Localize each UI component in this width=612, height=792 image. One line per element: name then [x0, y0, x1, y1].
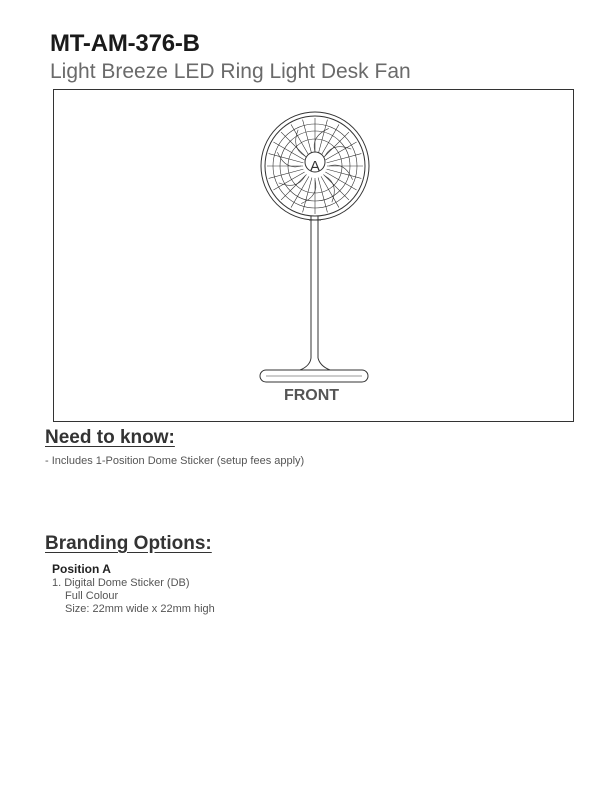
need-to-know-heading: Need to know: — [45, 427, 175, 448]
fan-front-view-drawing — [54, 90, 575, 423]
fan-blade-outline — [279, 176, 305, 185]
fan-blade-outline — [325, 176, 334, 202]
fan-blade-outline — [296, 130, 305, 156]
product-drawing — [53, 89, 574, 422]
fan-blade-outline — [329, 165, 353, 180]
fan-blade-outline — [325, 147, 351, 156]
product-code: MT-AM-376-B — [50, 30, 200, 57]
position-marker-a: A — [309, 157, 321, 175]
branding-position-block — [52, 563, 215, 616]
fan-blade-outline — [314, 128, 329, 152]
product-name: Light Breeze LED Ring Light Desk Fan — [50, 60, 411, 83]
position-title: Position A — [52, 562, 111, 576]
branding-method: 1. Digital Dome Sticker (DB) — [52, 577, 190, 589]
branding-colour: Full Colour — [65, 590, 119, 602]
branding-options-heading: Branding Options: — [45, 533, 212, 554]
fan-blade-outline — [277, 152, 301, 167]
fan-blade-outline — [301, 180, 316, 204]
branding-size: Size: 22mm wide x 22mm high — [65, 603, 215, 615]
need-to-know-note: - Includes 1-Position Dome Sticker (setup fees apply) — [45, 455, 305, 467]
view-label-front: FRONT — [283, 387, 340, 404]
